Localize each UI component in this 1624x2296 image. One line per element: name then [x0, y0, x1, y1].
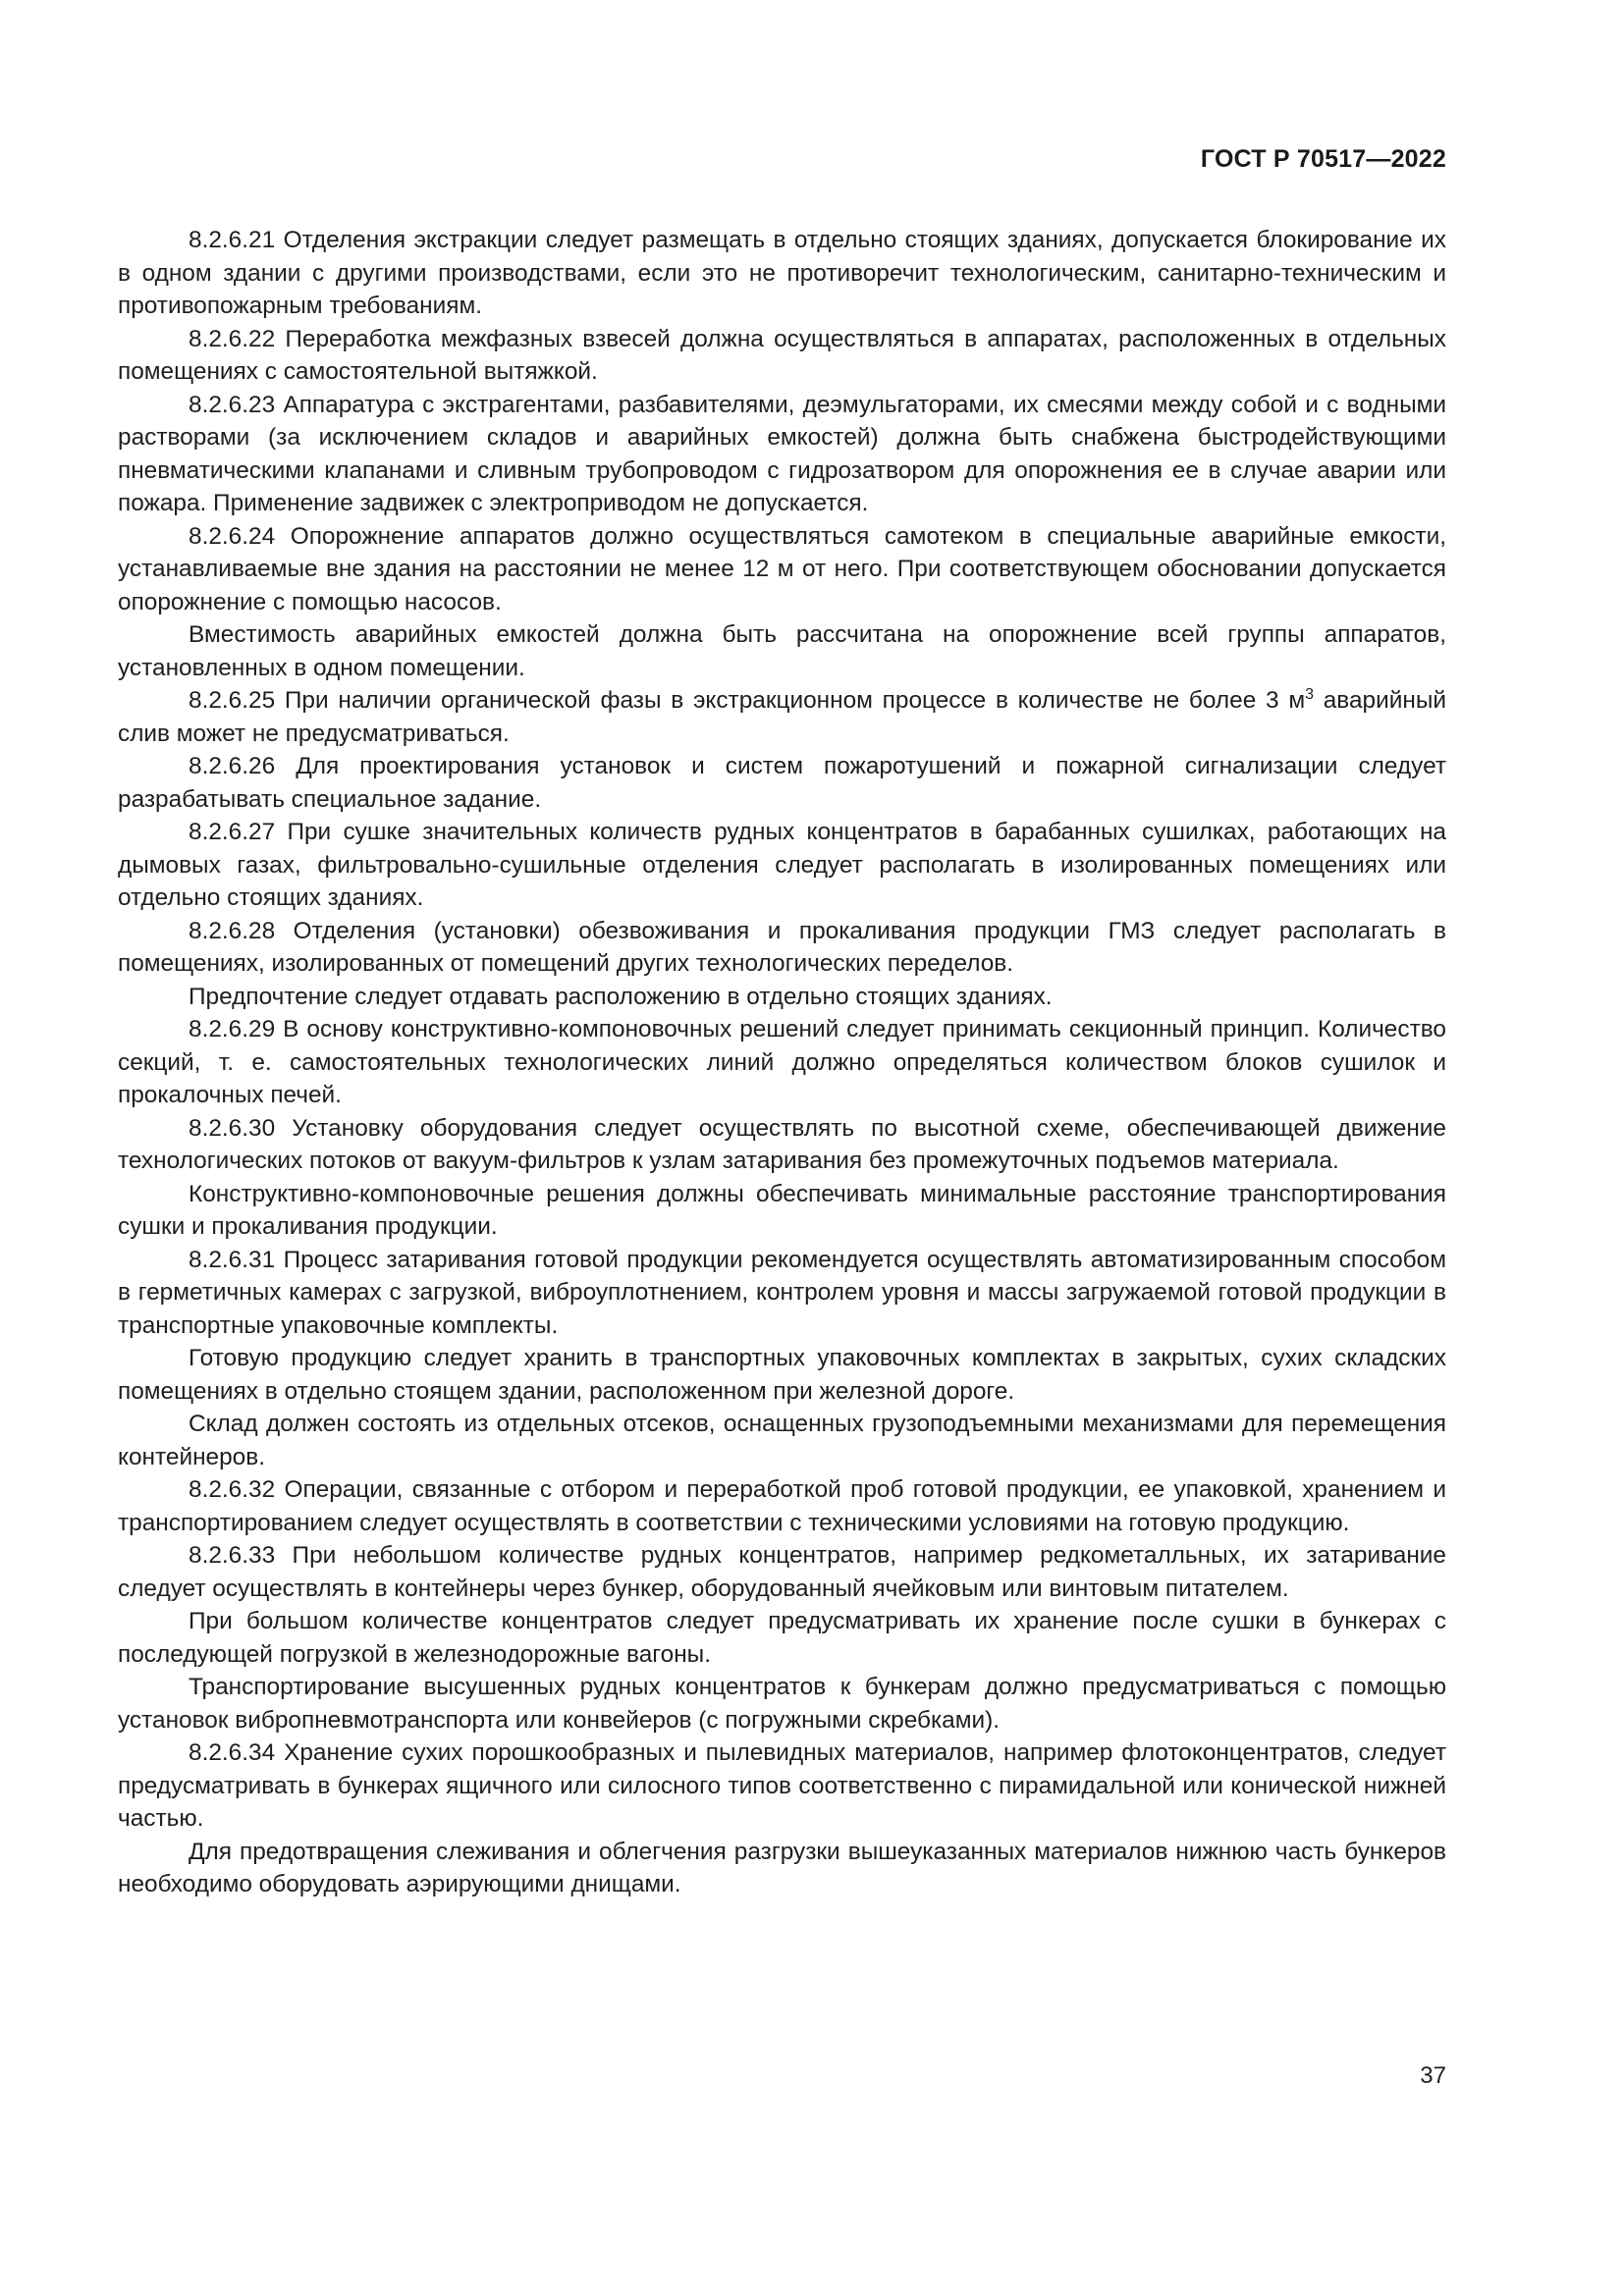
- paragraph-8-2-6-32: 8.2.6.32 Операции, связанные с отбором и переработкой проб готовой продукции, ее упаковкой, хранением и транспортированием следует осуществлять в соответствии с техническими условиями на готовую продукцию.: [118, 1476, 1446, 1536]
- paragraph-8-2-6-29: 8.2.6.29 В основу конструктивно-компоновочных решений следует принимать секционный принцип. Количество секций, т. е. самостоятельных технологических линий должно определяться количеством блоков сушилок и прокалочных печей.: [118, 1016, 1446, 1108]
- paragraph-layout-solutions: Конструктивно-компоновочные решения должны обеспечивать минимальные расстояние транспортирования сушки и прокаливания продукции.: [118, 1180, 1446, 1240]
- paragraph-8-2-6-26: 8.2.6.26 Для проектирования установок и систем пожаротушений и пожарной сигнализации следует разрабатывать специальное задание.: [118, 753, 1446, 813]
- paragraph-8-2-6-25: [118, 684, 1446, 750]
- paragraph-8-2-6-27: 8.2.6.27 При сушке значительных количеств рудных концентратов в барабанных сушилках, работающих на дымовых газах, фильтровально-сушильные отделения следует располагать в изолированных помещениях или отдельно стоящих зданиях.: [118, 819, 1446, 911]
- paragraph-aeration-bottoms: Для предотвращения слеживания и облегчения разгрузки вышеуказанных материалов нижнюю часть бункеров необходимо оборудовать аэрирующими днищами.: [118, 1838, 1446, 1897]
- paragraph-8-2-6-33: 8.2.6.33 При небольшом количестве рудных концентратов, например редкометалльных, их затаривание следует осуществлять в контейнеры через бункер, оборудованный ячейковым или винтовым питателем.: [118, 1542, 1446, 1602]
- paragraph-8-2-6-25-text-after: аварийный слив может не предусматриваться.: [118, 687, 1446, 747]
- paragraph-8-2-6-23: 8.2.6.23 Аппаратура с экстрагентами, разбавителями, деэмульгаторами, их смесями между собой и с водными растворами (за исключением складов и аварийных емкостей) должна быть снабжена быстродействующими пневматическими клапанами и сливным трубопроводом с гидрозатвором для опорожнения ее в случае аварии или пожара. Применение задвижек с электроприводом не допускается.: [118, 391, 1446, 516]
- paragraph-large-quantity-storage: При большом количестве концентратов следует предусматривать их хранение после сушки в бункерах с последующей погрузкой в железнодорожные вагоны.: [118, 1608, 1446, 1668]
- paragraph-finished-product-storage: Готовую продукцию следует хранить в транспортных упаковочных комплектах в закрытых, сухих складских помещениях в отдельно стоящем здании, расположенном при железной дороге.: [118, 1345, 1446, 1405]
- paragraph-8-2-6-25-text: 8.2.6.25 При наличии органической фазы в экстракционном процессе в количестве не более 3 м: [189, 687, 1306, 714]
- paragraph-8-2-6-22: 8.2.6.22 Переработка межфазных взвесей должна осуществляться в аппаратах, расположенных в отдельных помещениях с самостоятельной вытяжкой.: [118, 325, 1446, 385]
- cubic-superscript: 3: [1305, 686, 1314, 703]
- document-body: [118, 224, 1446, 1901]
- paragraph-8-2-6-21: 8.2.6.21 Отделения экстракции следует размещать в отдельно стоящих зданиях, допускается блокирование их в одном здании с другими производствами, если это не противоречит технологическим, санитарно-техническим и противопожарным требованиям.: [118, 227, 1446, 319]
- paragraph-8-2-6-24: 8.2.6.24 Опорожнение аппаратов должно осуществляться самотеком в специальные аварийные емкости, устанавливаемые вне здания на расстоянии не менее 12 м от него. При соответствующем обосновании допускается опорожнение с помощью насосов.: [118, 522, 1446, 615]
- paragraph-8-2-6-28: 8.2.6.28 Отделения (установки) обезвоживания и прокаливания продукции ГМЗ следует располагать в помещениях, изолированных от помещений других технологических переделов.: [118, 917, 1446, 977]
- paragraph-8-2-6-30: 8.2.6.30 Установку оборудования следует осуществлять по высотной схеме, обеспечивающей движение технологических потоков от вакуум-фильтров к узлам затаривания без промежуточных подъемов материала.: [118, 1114, 1446, 1174]
- paragraph-warehouse-compartments: Склад должен состоять из отдельных отсеков, оснащенных грузоподъемными механизмами для перемещения контейнеров.: [118, 1411, 1446, 1470]
- paragraph-concentrate-transport: Транспортирование высушенных рудных концентратов к бункерам должно предусматриваться с помощью установок вибропневмотранспорта или конвейеров (с погружными скребками).: [118, 1674, 1446, 1734]
- paragraph-emergency-tank-capacity: Вместимость аварийных емкостей должна быть рассчитана на опорожнение всей группы аппаратов, установленных в одном помещении.: [118, 621, 1446, 681]
- standard-code-header: ГОСТ Р 70517—2022: [1200, 145, 1446, 173]
- paragraph-8-2-6-31: 8.2.6.31 Процесс затаривания готовой продукции рекомендуется осуществлять автоматизированным способом в герметичных камерах с загрузкой, виброуплотнением, контролем уровня и массы загружаемой готовой продукции в транспортные упаковочные комплекты.: [118, 1246, 1446, 1339]
- page-number: 37: [1420, 2062, 1446, 2089]
- paragraph-preference-separate-buildings: Предпочтение следует отдавать расположению в отдельно стоящих зданиях.: [189, 983, 1053, 1010]
- paragraph-8-2-6-34: 8.2.6.34 Хранение сухих порошкообразных и пылевидных материалов, например флотоконцентратов, следует предусматривать в бункерах ящичного или силосного типов соответственно с пирамидальной или конической нижней частью.: [118, 1739, 1446, 1832]
